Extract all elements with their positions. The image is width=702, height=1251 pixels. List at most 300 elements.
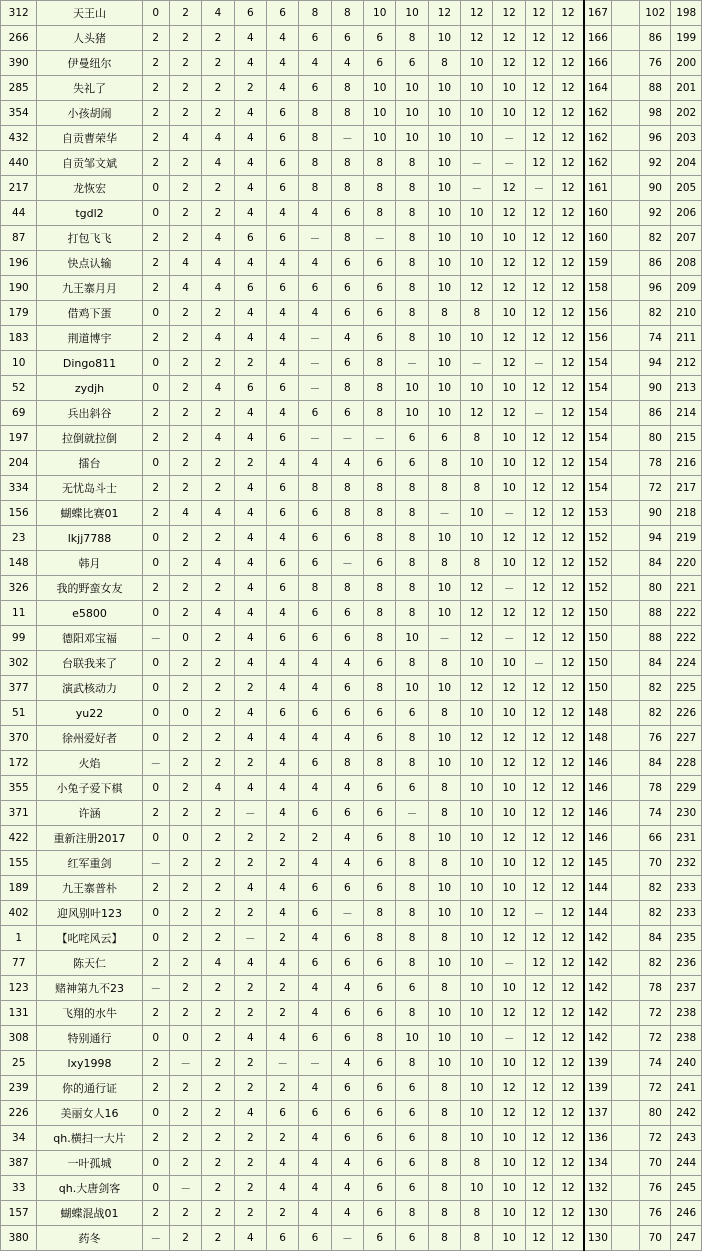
tiebreak-score-cell: 90 xyxy=(640,176,671,201)
blank-cell xyxy=(611,776,639,801)
player-name-cell: 演武核动力 xyxy=(37,676,142,701)
round-8-cell: 8 xyxy=(364,476,396,501)
rank-cell: 215 xyxy=(671,426,702,451)
round-2-cell: 2 xyxy=(169,451,201,476)
rank-cell: 198 xyxy=(671,1,702,26)
round-12-cell: 12 xyxy=(493,901,525,926)
round-4-cell: 4 xyxy=(234,426,266,451)
table-row xyxy=(1,1226,702,1251)
tiebreak-score-cell: 84 xyxy=(640,551,671,576)
blank-cell xyxy=(611,276,639,301)
rank-cell: 229 xyxy=(671,776,702,801)
round-5-cell: 4 xyxy=(266,651,298,676)
total-score-cell: 142 xyxy=(584,926,611,951)
total-score-cell: 132 xyxy=(584,1176,611,1201)
round-11-cell: 10 xyxy=(461,976,493,1001)
round-10-cell: 10 xyxy=(428,601,460,626)
round-12-cell: － xyxy=(493,626,525,651)
round-7-cell: 6 xyxy=(331,926,363,951)
round-5-cell: 6 xyxy=(266,701,298,726)
blank-cell xyxy=(611,151,639,176)
player-name-cell: 擂台 xyxy=(37,451,142,476)
round-14-cell: 12 xyxy=(553,451,584,476)
round-14-cell: 12 xyxy=(553,101,584,126)
round-3-cell: 2 xyxy=(202,1001,234,1026)
round-8-cell: 8 xyxy=(364,676,396,701)
round-14-cell: 12 xyxy=(553,51,584,76)
round-4-cell: － xyxy=(234,801,266,826)
round-2-cell: 2 xyxy=(169,226,201,251)
round-3-cell: 2 xyxy=(202,1026,234,1051)
round-5-cell: － xyxy=(266,1051,298,1076)
player-name-cell: 特别通行 xyxy=(37,1026,142,1051)
total-score-cell: 134 xyxy=(584,1151,611,1176)
round-6-cell: － xyxy=(299,226,331,251)
round-3-cell: 2 xyxy=(202,76,234,101)
table-row xyxy=(1,176,702,201)
round-1-cell: 2 xyxy=(142,1001,169,1026)
round-1-cell: 2 xyxy=(142,801,169,826)
round-13-cell: 12 xyxy=(525,676,552,701)
round-6-cell: 6 xyxy=(299,276,331,301)
round-3-cell: 2 xyxy=(202,751,234,776)
round-5-cell: 6 xyxy=(266,1,298,26)
round-3-cell: 2 xyxy=(202,976,234,1001)
round-3-cell: 2 xyxy=(202,676,234,701)
round-9-cell: 8 xyxy=(396,26,428,51)
round-14-cell: 12 xyxy=(553,551,584,576)
round-5-cell: 4 xyxy=(266,301,298,326)
tiebreak-score-cell: 70 xyxy=(640,851,671,876)
player-name-cell: 一叶孤城 xyxy=(37,1151,142,1176)
round-1-cell: 0 xyxy=(142,926,169,951)
round-10-cell: 8 xyxy=(428,801,460,826)
player-id-cell: 33 xyxy=(1,1176,37,1201)
player-name-cell: 荆道博宇 xyxy=(37,326,142,351)
blank-cell xyxy=(611,126,639,151)
round-13-cell: 12 xyxy=(525,1226,552,1251)
total-score-cell: 162 xyxy=(584,101,611,126)
round-11-cell: 8 xyxy=(461,1151,493,1176)
round-6-cell: 6 xyxy=(299,601,331,626)
round-2-cell: 2 xyxy=(169,1201,201,1226)
round-8-cell: 8 xyxy=(364,501,396,526)
table-row xyxy=(1,976,702,1001)
round-5-cell: 4 xyxy=(266,1026,298,1051)
round-9-cell: 6 xyxy=(396,51,428,76)
table-row xyxy=(1,926,702,951)
round-8-cell: 6 xyxy=(364,1126,396,1151)
blank-cell xyxy=(611,526,639,551)
round-1-cell: 0 xyxy=(142,601,169,626)
round-4-cell: 4 xyxy=(234,776,266,801)
round-13-cell: － xyxy=(525,651,552,676)
player-id-cell: 172 xyxy=(1,751,37,776)
round-11-cell: 12 xyxy=(461,401,493,426)
round-1-cell: 0 xyxy=(142,526,169,551)
total-score-cell: 166 xyxy=(584,26,611,51)
round-2-cell: 4 xyxy=(169,126,201,151)
round-1-cell: － xyxy=(142,851,169,876)
total-score-cell: 154 xyxy=(584,451,611,476)
round-4-cell: 2 xyxy=(234,901,266,926)
round-13-cell: 12 xyxy=(525,326,552,351)
rank-cell: 244 xyxy=(671,1151,702,1176)
round-10-cell: 8 xyxy=(428,476,460,501)
blank-cell xyxy=(611,401,639,426)
tiebreak-score-cell: 74 xyxy=(640,326,671,351)
blank-cell xyxy=(611,1126,639,1151)
table-row xyxy=(1,251,702,276)
round-9-cell: 10 xyxy=(396,1026,428,1051)
round-7-cell: 6 xyxy=(331,1101,363,1126)
player-id-cell: 354 xyxy=(1,101,37,126)
round-8-cell: 6 xyxy=(364,1076,396,1101)
total-score-cell: 146 xyxy=(584,826,611,851)
total-score-cell: 150 xyxy=(584,676,611,701)
table-row xyxy=(1,751,702,776)
player-name-cell: 自贡邹文斌 xyxy=(37,151,142,176)
round-9-cell: 8 xyxy=(396,176,428,201)
round-3-cell: 2 xyxy=(202,26,234,51)
round-8-cell: 6 xyxy=(364,301,396,326)
round-10-cell: 8 xyxy=(428,1101,460,1126)
round-12-cell: 10 xyxy=(493,776,525,801)
round-4-cell: 4 xyxy=(234,1226,266,1251)
round-10-cell: 8 xyxy=(428,701,460,726)
round-1-cell: 0 xyxy=(142,651,169,676)
blank-cell xyxy=(611,676,639,701)
round-3-cell: 4 xyxy=(202,551,234,576)
round-6-cell: 4 xyxy=(299,1001,331,1026)
player-name-cell: 九王寨月月 xyxy=(37,276,142,301)
round-10-cell: 10 xyxy=(428,576,460,601)
round-5-cell: 2 xyxy=(266,851,298,876)
table-row xyxy=(1,526,702,551)
table-row xyxy=(1,501,702,526)
round-10-cell: 8 xyxy=(428,651,460,676)
round-12-cell: 10 xyxy=(493,1201,525,1226)
round-8-cell: 6 xyxy=(364,1176,396,1201)
round-11-cell: 10 xyxy=(461,126,493,151)
round-8-cell: 6 xyxy=(364,51,396,76)
tiebreak-score-cell: 82 xyxy=(640,901,671,926)
round-2-cell: 2 xyxy=(169,951,201,976)
round-1-cell: － xyxy=(142,751,169,776)
total-score-cell: 162 xyxy=(584,151,611,176)
round-5-cell: 6 xyxy=(266,176,298,201)
round-6-cell: － xyxy=(299,326,331,351)
round-4-cell: 2 xyxy=(234,451,266,476)
round-5-cell: 2 xyxy=(266,1001,298,1026)
round-4-cell: 2 xyxy=(234,1176,266,1201)
blank-cell xyxy=(611,76,639,101)
tiebreak-score-cell: 78 xyxy=(640,451,671,476)
total-score-cell: 146 xyxy=(584,801,611,826)
player-name-cell: 【叱咤风云】 xyxy=(37,926,142,951)
round-5-cell: 4 xyxy=(266,76,298,101)
rank-cell: 210 xyxy=(671,301,702,326)
total-score-cell: 154 xyxy=(584,426,611,451)
round-7-cell: 4 xyxy=(331,1176,363,1201)
rank-cell: 211 xyxy=(671,326,702,351)
player-name-cell: 人头猪 xyxy=(37,26,142,51)
round-13-cell: 12 xyxy=(525,76,552,101)
total-score-cell: 142 xyxy=(584,1026,611,1051)
round-8-cell: 8 xyxy=(364,401,396,426)
round-11-cell: 12 xyxy=(461,676,493,701)
round-10-cell: 8 xyxy=(428,451,460,476)
blank-cell xyxy=(611,1051,639,1076)
player-id-cell: 422 xyxy=(1,826,37,851)
round-5-cell: 4 xyxy=(266,26,298,51)
round-14-cell: 12 xyxy=(553,676,584,701)
round-5-cell: 4 xyxy=(266,1151,298,1176)
player-id-cell: 387 xyxy=(1,1151,37,1176)
round-3-cell: 4 xyxy=(202,376,234,401)
round-6-cell: 8 xyxy=(299,176,331,201)
round-10-cell: 10 xyxy=(428,951,460,976)
round-4-cell: 2 xyxy=(234,351,266,376)
round-5-cell: 4 xyxy=(266,801,298,826)
round-10-cell: 8 xyxy=(428,926,460,951)
round-13-cell: 12 xyxy=(525,1051,552,1076)
round-12-cell: 10 xyxy=(493,1151,525,1176)
round-1-cell: 2 xyxy=(142,876,169,901)
round-12-cell: 12 xyxy=(493,1001,525,1026)
round-13-cell: 12 xyxy=(525,576,552,601)
blank-cell xyxy=(611,351,639,376)
round-10-cell: 10 xyxy=(428,126,460,151)
round-1-cell: 0 xyxy=(142,201,169,226)
round-6-cell: 4 xyxy=(299,251,331,276)
round-1-cell: 2 xyxy=(142,326,169,351)
table-row xyxy=(1,726,702,751)
round-9-cell: 6 xyxy=(396,1226,428,1251)
round-6-cell: － xyxy=(299,1051,331,1076)
rank-cell: 243 xyxy=(671,1126,702,1151)
round-7-cell: － xyxy=(331,551,363,576)
player-id-cell: 44 xyxy=(1,201,37,226)
round-11-cell: 10 xyxy=(461,201,493,226)
round-2-cell: 2 xyxy=(169,851,201,876)
tiebreak-score-cell: 80 xyxy=(640,576,671,601)
round-2-cell: 2 xyxy=(169,76,201,101)
blank-cell xyxy=(611,1176,639,1201)
blank-cell xyxy=(611,751,639,776)
round-7-cell: 8 xyxy=(331,176,363,201)
player-id-cell: 334 xyxy=(1,476,37,501)
round-12-cell: 12 xyxy=(493,251,525,276)
round-12-cell: 10 xyxy=(493,976,525,1001)
blank-cell xyxy=(611,876,639,901)
rank-cell: 222 xyxy=(671,601,702,626)
blank-cell xyxy=(611,851,639,876)
round-7-cell: 6 xyxy=(331,1126,363,1151)
tiebreak-score-cell: 96 xyxy=(640,126,671,151)
round-10-cell: 8 xyxy=(428,851,460,876)
blank-cell xyxy=(611,501,639,526)
round-5-cell: 6 xyxy=(266,126,298,151)
round-4-cell: 6 xyxy=(234,1,266,26)
round-13-cell: 12 xyxy=(525,526,552,551)
round-10-cell: 8 xyxy=(428,1176,460,1201)
round-13-cell: － xyxy=(525,351,552,376)
blank-cell xyxy=(611,551,639,576)
round-3-cell: 4 xyxy=(202,326,234,351)
round-12-cell: － xyxy=(493,1026,525,1051)
round-8-cell: 8 xyxy=(364,626,396,651)
round-10-cell: 10 xyxy=(428,26,460,51)
round-6-cell: 8 xyxy=(299,476,331,501)
player-name-cell: 失礼了 xyxy=(37,76,142,101)
player-name-cell: tgdl2 xyxy=(37,201,142,226)
rank-cell: 212 xyxy=(671,351,702,376)
round-6-cell: 6 xyxy=(299,1101,331,1126)
player-name-cell: 台联我来了 xyxy=(37,651,142,676)
round-12-cell: 12 xyxy=(493,926,525,951)
round-2-cell: 2 xyxy=(169,201,201,226)
standings-table-body xyxy=(1,1,702,1251)
round-11-cell: 10 xyxy=(461,451,493,476)
round-3-cell: 2 xyxy=(202,1051,234,1076)
player-id-cell: 432 xyxy=(1,126,37,151)
round-4-cell: 4 xyxy=(234,551,266,576)
player-name-cell: 迎风别叶123 xyxy=(37,901,142,926)
round-13-cell: 12 xyxy=(525,1,552,26)
total-score-cell: 154 xyxy=(584,376,611,401)
round-5-cell: 6 xyxy=(266,226,298,251)
round-6-cell: 6 xyxy=(299,901,331,926)
round-2-cell: 2 xyxy=(169,1101,201,1126)
rank-cell: 207 xyxy=(671,226,702,251)
round-2-cell: 2 xyxy=(169,576,201,601)
round-5-cell: 2 xyxy=(266,926,298,951)
round-10-cell: 10 xyxy=(428,1026,460,1051)
total-score-cell: 160 xyxy=(584,226,611,251)
total-score-cell: 146 xyxy=(584,776,611,801)
round-5-cell: 4 xyxy=(266,526,298,551)
tiebreak-score-cell: 70 xyxy=(640,1151,671,1176)
rank-cell: 233 xyxy=(671,876,702,901)
round-11-cell: 12 xyxy=(461,726,493,751)
rank-cell: 224 xyxy=(671,651,702,676)
tiebreak-score-cell: 76 xyxy=(640,1201,671,1226)
round-2-cell: 2 xyxy=(169,151,201,176)
table-row xyxy=(1,1151,702,1176)
round-7-cell: 6 xyxy=(331,801,363,826)
round-4-cell: 2 xyxy=(234,976,266,1001)
round-5-cell: 2 xyxy=(266,1126,298,1151)
round-5-cell: 4 xyxy=(266,201,298,226)
round-2-cell: 2 xyxy=(169,1226,201,1251)
round-7-cell: 6 xyxy=(331,251,363,276)
round-13-cell: 12 xyxy=(525,1101,552,1126)
player-id-cell: 87 xyxy=(1,226,37,251)
round-9-cell: 8 xyxy=(396,551,428,576)
round-10-cell: 8 xyxy=(428,976,460,1001)
round-14-cell: 12 xyxy=(553,876,584,901)
round-3-cell: 2 xyxy=(202,876,234,901)
round-3-cell: 2 xyxy=(202,1101,234,1126)
round-5-cell: 4 xyxy=(266,451,298,476)
round-6-cell: 4 xyxy=(299,1126,331,1151)
round-13-cell: 12 xyxy=(525,626,552,651)
tiebreak-score-cell: 72 xyxy=(640,1001,671,1026)
round-14-cell: 12 xyxy=(553,801,584,826)
tiebreak-score-cell: 102 xyxy=(640,1,671,26)
round-2-cell: 0 xyxy=(169,1026,201,1051)
round-12-cell: 12 xyxy=(493,26,525,51)
round-4-cell: 4 xyxy=(234,726,266,751)
round-5-cell: 4 xyxy=(266,601,298,626)
round-7-cell: 4 xyxy=(331,1051,363,1076)
blank-cell xyxy=(611,626,639,651)
total-score-cell: 156 xyxy=(584,301,611,326)
total-score-cell: 166 xyxy=(584,51,611,76)
round-5-cell: 6 xyxy=(266,1226,298,1251)
round-13-cell: 12 xyxy=(525,276,552,301)
round-1-cell: 2 xyxy=(142,951,169,976)
round-4-cell: 4 xyxy=(234,101,266,126)
round-9-cell: 8 xyxy=(396,301,428,326)
player-id-cell: 355 xyxy=(1,776,37,801)
round-14-cell: 12 xyxy=(553,426,584,451)
round-11-cell: 8 xyxy=(461,476,493,501)
round-5-cell: 2 xyxy=(266,976,298,1001)
round-13-cell: 12 xyxy=(525,1151,552,1176)
round-12-cell: － xyxy=(493,151,525,176)
tiebreak-score-cell: 90 xyxy=(640,501,671,526)
total-score-cell: 162 xyxy=(584,126,611,151)
player-name-cell: qh.横扫一大片 xyxy=(37,1126,142,1151)
round-12-cell: 12 xyxy=(493,1076,525,1101)
round-5-cell: 6 xyxy=(266,551,298,576)
round-1-cell: － xyxy=(142,1226,169,1251)
round-8-cell: 8 xyxy=(364,526,396,551)
total-score-cell: 154 xyxy=(584,476,611,501)
player-id-cell: 285 xyxy=(1,76,37,101)
round-7-cell: 4 xyxy=(331,826,363,851)
player-name-cell: 陈天仁 xyxy=(37,951,142,976)
round-14-cell: 12 xyxy=(553,226,584,251)
round-11-cell: 10 xyxy=(461,701,493,726)
player-name-cell: 红军重剑 xyxy=(37,851,142,876)
round-11-cell: 10 xyxy=(461,1126,493,1151)
round-14-cell: 12 xyxy=(553,26,584,51)
player-id-cell: 371 xyxy=(1,801,37,826)
round-14-cell: 12 xyxy=(553,576,584,601)
round-3-cell: 2 xyxy=(202,1076,234,1101)
round-6-cell: 6 xyxy=(299,401,331,426)
round-11-cell: 10 xyxy=(461,751,493,776)
round-12-cell: 12 xyxy=(493,676,525,701)
player-name-cell: e5800 xyxy=(37,601,142,626)
player-id-cell: 197 xyxy=(1,426,37,451)
player-id-cell: 390 xyxy=(1,51,37,76)
player-name-cell: Dingo811 xyxy=(37,351,142,376)
round-7-cell: － xyxy=(331,901,363,926)
total-score-cell: 146 xyxy=(584,751,611,776)
rank-cell: 202 xyxy=(671,101,702,126)
round-12-cell: 10 xyxy=(493,426,525,451)
round-10-cell: 8 xyxy=(428,776,460,801)
round-14-cell: 12 xyxy=(553,176,584,201)
round-10-cell: 10 xyxy=(428,101,460,126)
rank-cell: 200 xyxy=(671,51,702,76)
round-12-cell: 12 xyxy=(493,601,525,626)
round-10-cell: 8 xyxy=(428,551,460,576)
